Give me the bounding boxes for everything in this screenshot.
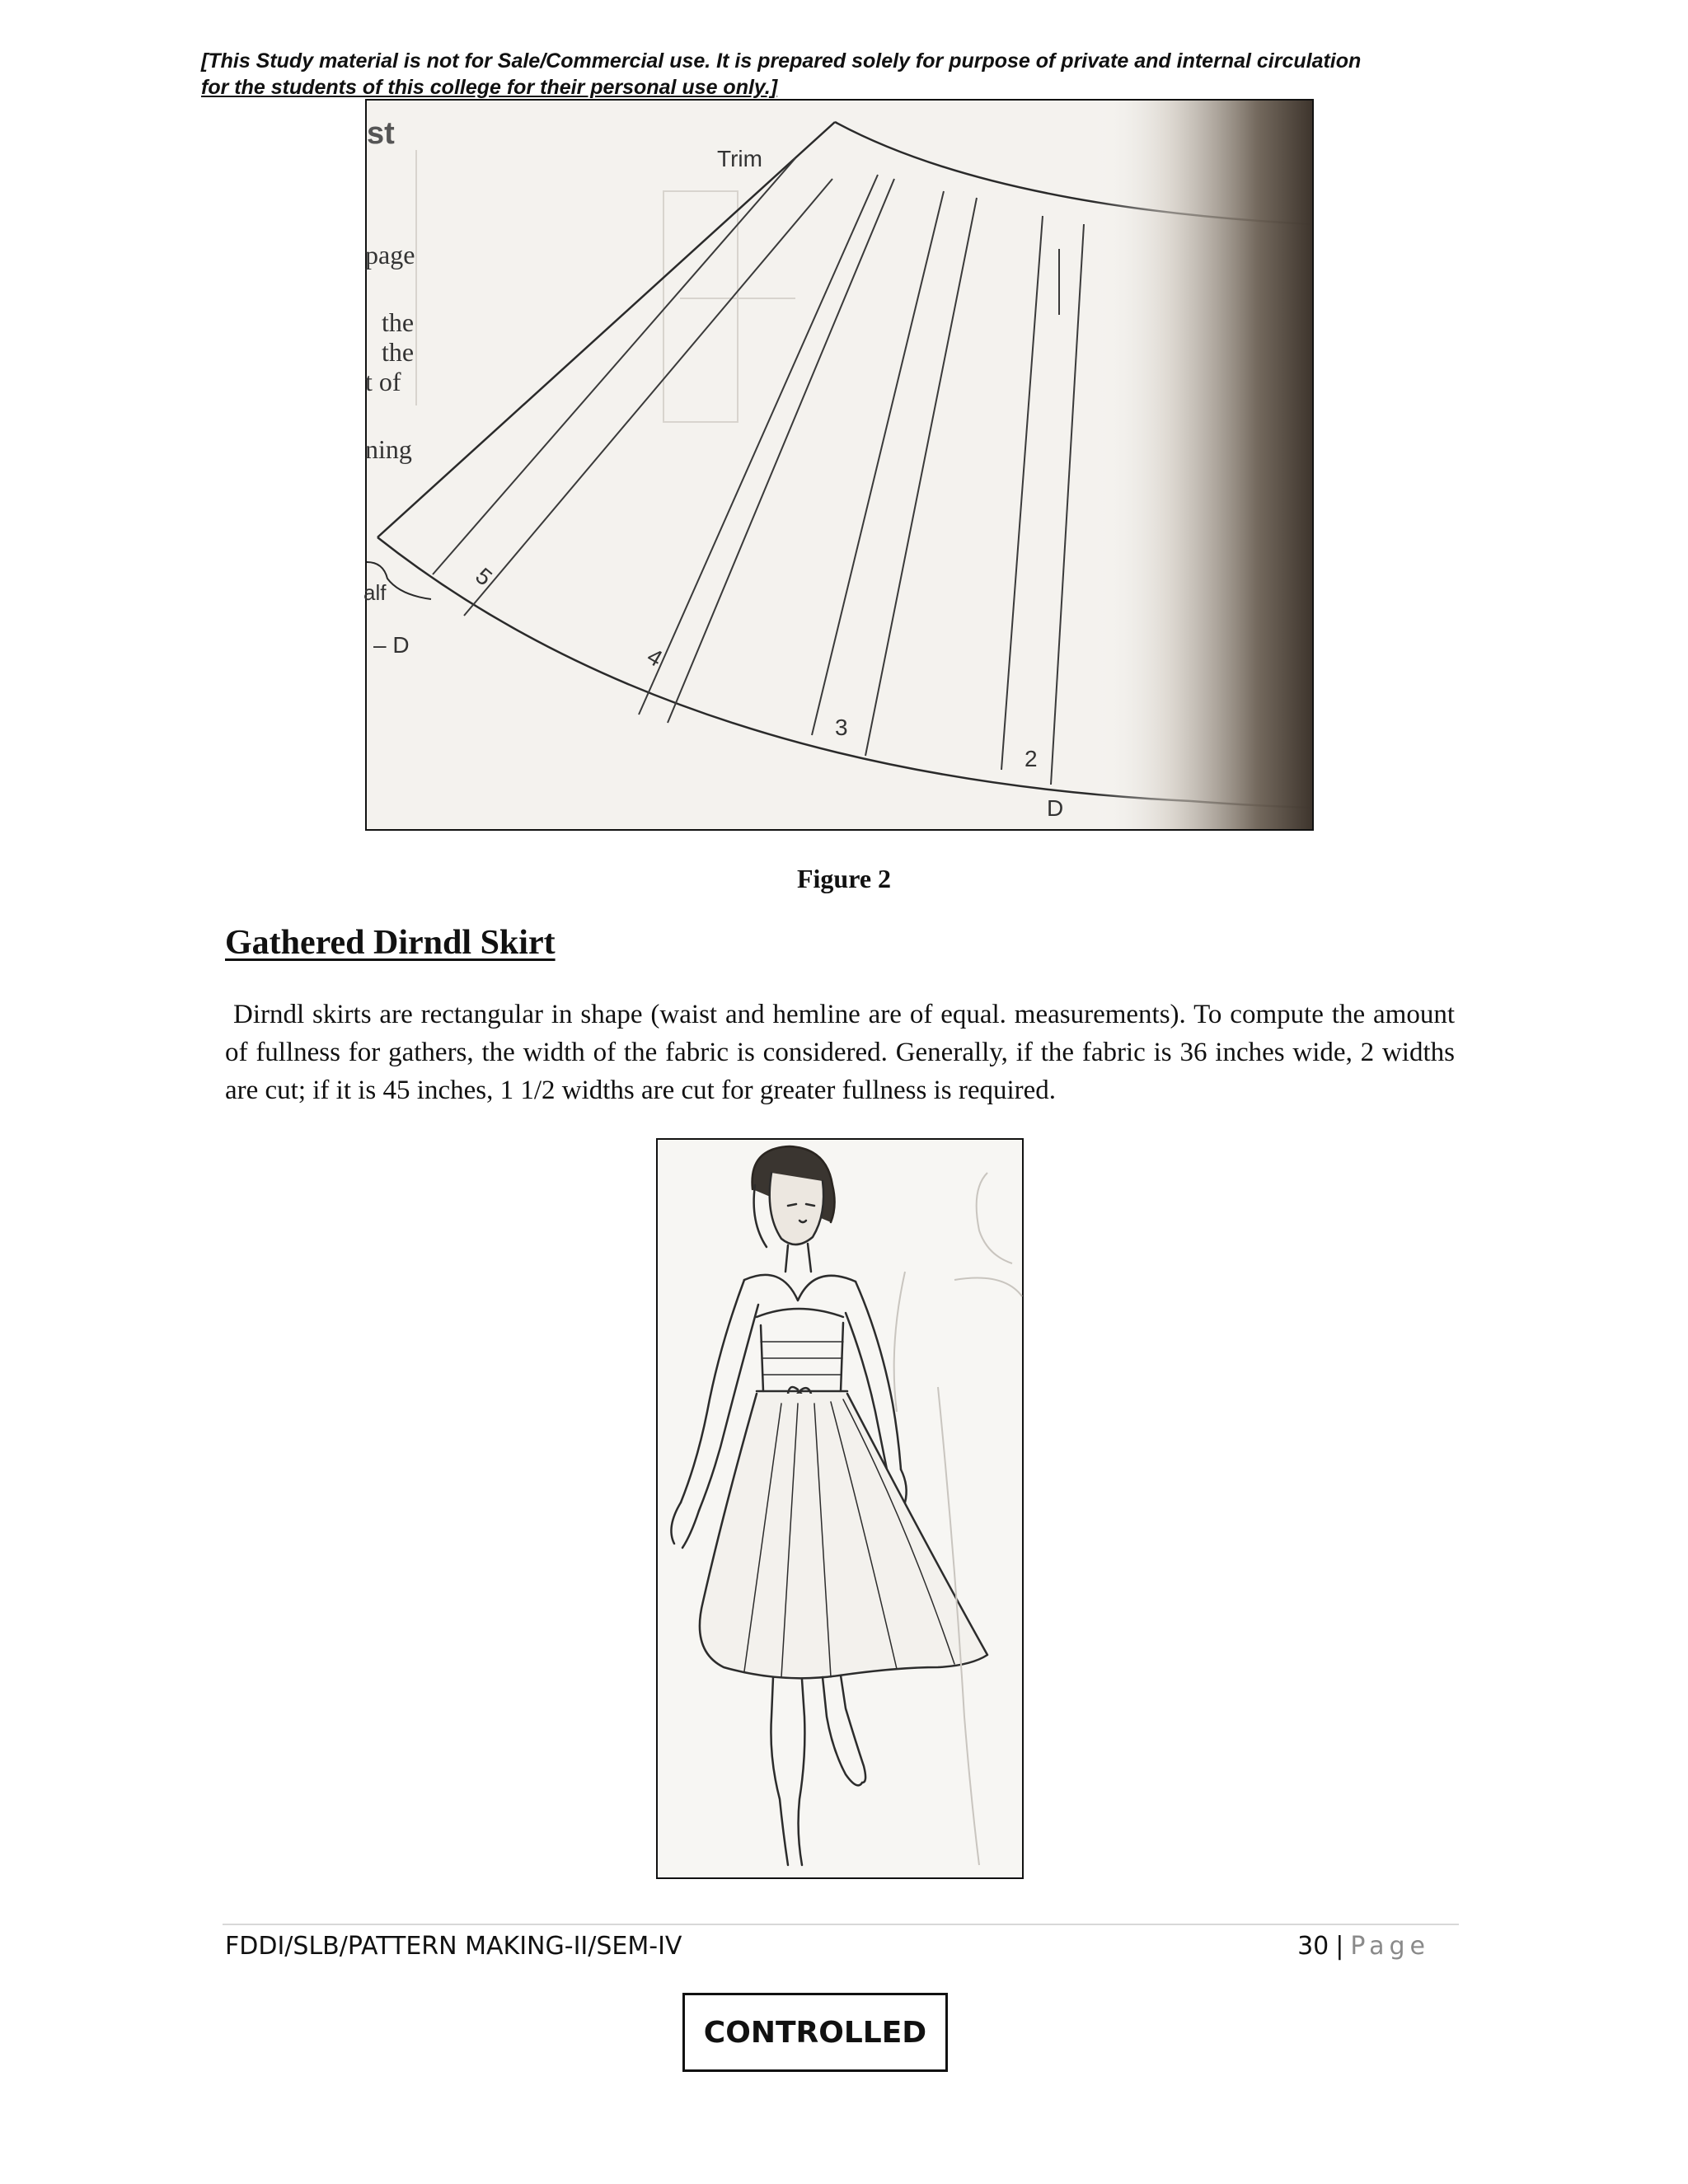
footer-page-indicator <box>1297 1932 1430 1961</box>
label-piece-5: 5 <box>471 562 498 591</box>
body-paragraph: Dirndl skirts are rectangular in shape (waist and hemline are of equal. measurements). To compute the amount of fullness for gathers, the width of the fabric is considered. Generally, if the fabric is 36 inches wide, 2 widths are cut; if it is 45 inches, 1 1/2 widths are cut for greater fullness is required. <box>225 1000 1455 1105</box>
label-the-1: the <box>382 307 415 337</box>
page-number: 30 <box>1297 1932 1329 1961</box>
figure-caption: Figure 2 <box>796 864 892 893</box>
label-piece-2: 2 <box>1025 746 1038 771</box>
label-minus-d: – D <box>373 632 410 658</box>
footer-divider <box>223 1924 1459 1925</box>
spine-shadow <box>1092 101 1312 829</box>
disclaimer-line-1: [This Study material is not for Sale/Commercial use. It is prepared solely for purpose of private and internal circulation <box>201 49 1362 73</box>
label-piece-3: 3 <box>835 715 848 740</box>
label-st: st <box>367 116 395 151</box>
label-alf: alf <box>363 580 387 605</box>
page-separator: | <box>1335 1932 1344 1961</box>
dirndl-skirt-illustration <box>656 1138 1024 1879</box>
label-of: t of <box>365 367 401 396</box>
page-word: Page <box>1350 1932 1430 1961</box>
label-piece-4: 4 <box>643 643 667 672</box>
label-d: D <box>1047 795 1064 821</box>
label-the-2: the <box>382 337 415 367</box>
label-ning: ning <box>365 434 412 464</box>
controlled-stamp: CONTROLLED <box>682 1993 948 2072</box>
section-title: Gathered Dirndl Skirt <box>225 924 556 962</box>
slash-lines <box>433 158 1084 785</box>
label-trim: Trim <box>717 146 762 171</box>
label-page: page <box>365 240 415 269</box>
disclaimer <box>201 48 1487 101</box>
skirt-pattern-figure <box>365 99 1314 831</box>
footer-course-code: FDDI/SLB/PATTERN MAKING-II/SEM-IV <box>225 1932 682 1961</box>
disclaimer-line-2: for the students of this college for their personal use only.] <box>201 76 778 99</box>
